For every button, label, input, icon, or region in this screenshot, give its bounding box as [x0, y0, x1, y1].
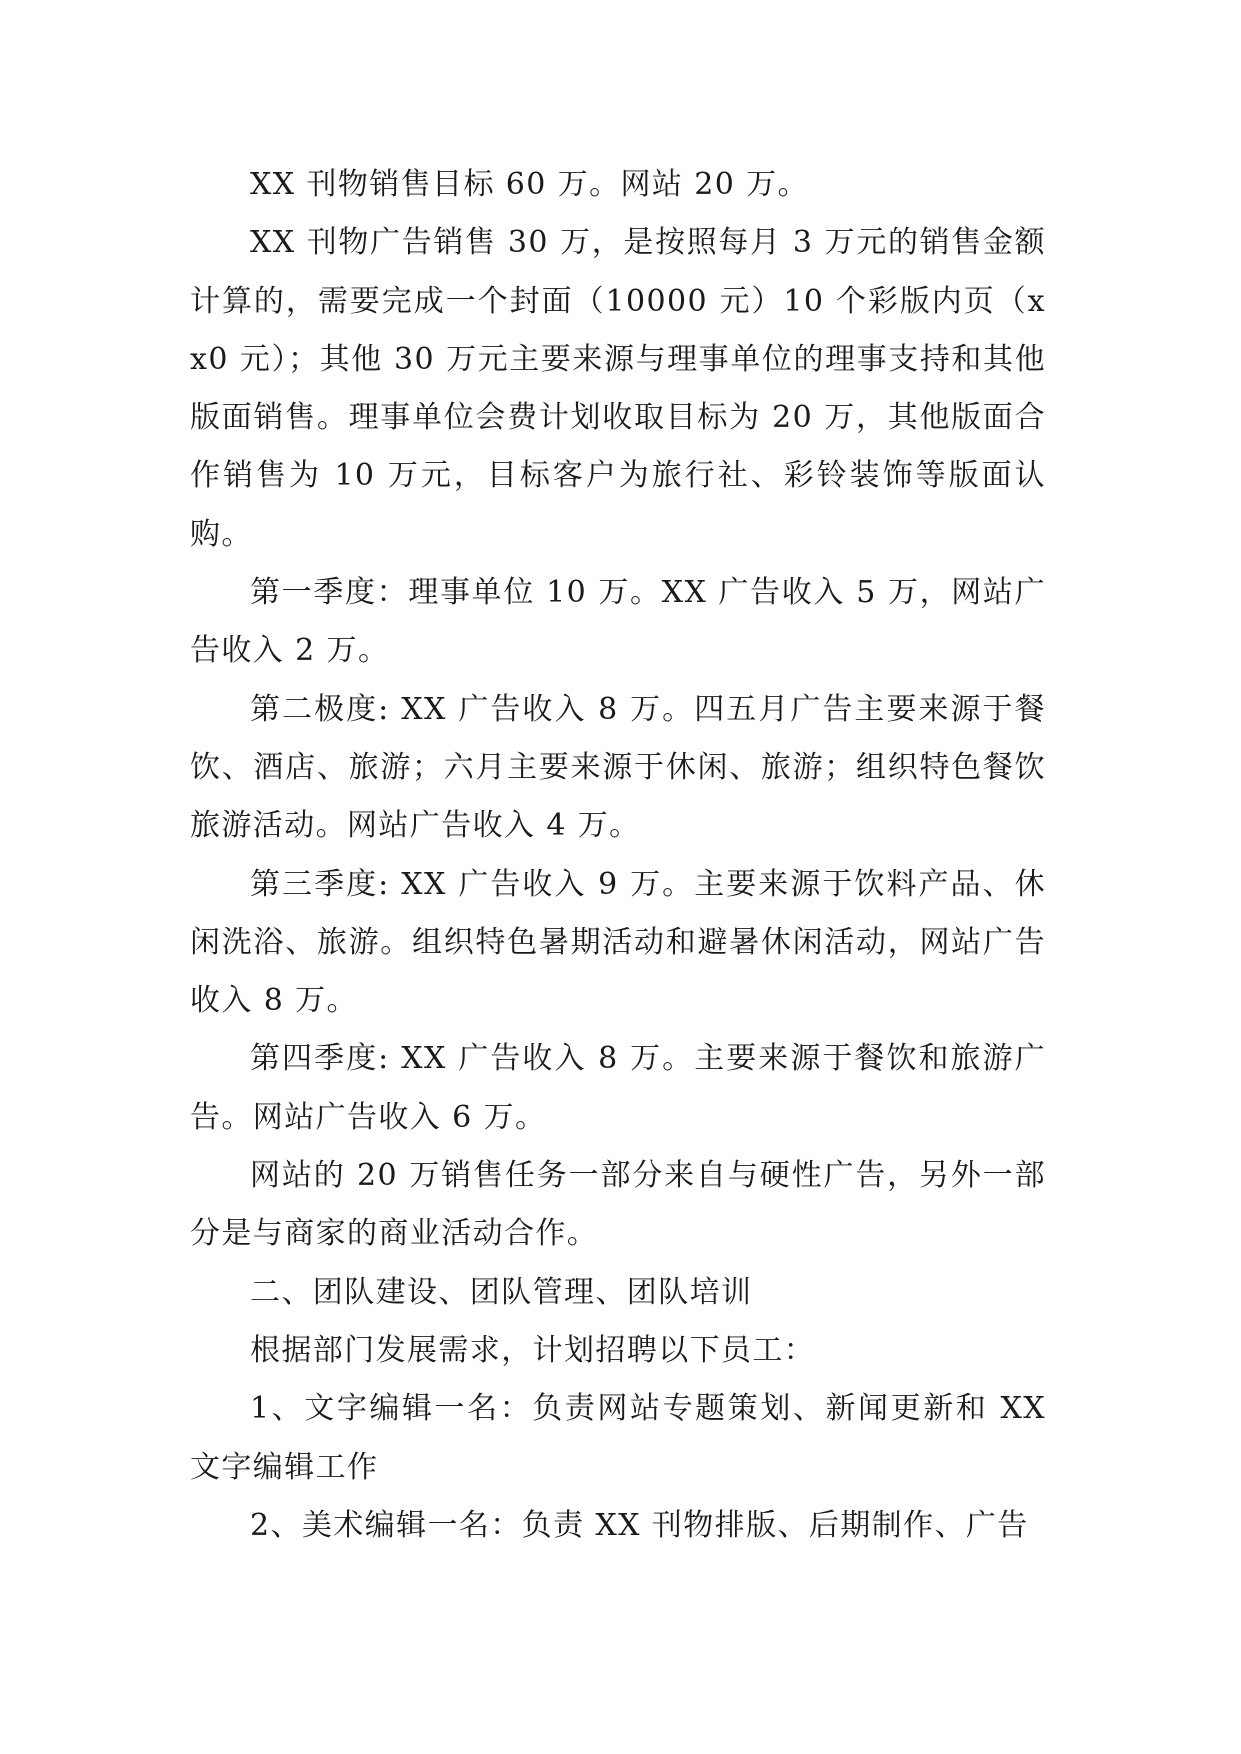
paragraph-q1: 第一季度：理事单位 10 万。XX 广告收入 5 万，网站广告收入 2 万。	[190, 575, 1046, 669]
paragraph-q4: 第四季度: XX 广告收入 8 万。主要来源于餐饮和旅游广告。网站广告收入 6 万。	[190, 1041, 1046, 1135]
section-heading-team: 二、团队建设、团队管理、团队培训	[250, 1274, 753, 1310]
paragraph-ad-sales: XX 刊物广告销售 30 万，是按照每月 3 万元的销售金额计算的，需要完成一个封面（10000 元）10 个彩版内页（xx0 元）；其他 30 万元主要来源与理事单位的理事支持和其他版面销售。理事单位会费计划收取目标为 20 万，其他版面合作销售为 10 万元，目标客户为旅行社、彩铃装饰等版面认购。	[190, 225, 1046, 552]
document-body	[190, 156, 1046, 1555]
paragraph-q3: 第三季度: XX 广告收入 9 万。主要来源于饮料产品、休闲洗浴、旅游。组织特色暑期活动和避暑休闲活动，网站广告收入 8 万。	[190, 866, 1046, 1019]
list-item-text-editor: 1、文字编辑一名：负责网站专题策划、新闻更新和 XX 文字编辑工作	[190, 1391, 1046, 1485]
list-item-art-editor: 2、美术编辑一名：负责 XX 刊物排版、后期制作、广告	[250, 1507, 1029, 1543]
paragraph-hiring-plan: 根据部门发展需求，计划招聘以下员工：	[250, 1332, 816, 1368]
paragraph-website-sales: 网站的 20 万销售任务一部分来自与硬性广告，另外一部分是与商家的商业活动合作。	[190, 1158, 1046, 1252]
paragraph-q2: 第二极度: XX 广告收入 8 万。四五月广告主要来源于餐饮、酒店、旅游；六月主要来源于休闲、旅游；组织特色餐饮旅游活动。网站广告收入 4 万。	[190, 691, 1046, 844]
paragraph-sales-target: XX 刊物销售目标 60 万。网站 20 万。	[250, 167, 809, 202]
